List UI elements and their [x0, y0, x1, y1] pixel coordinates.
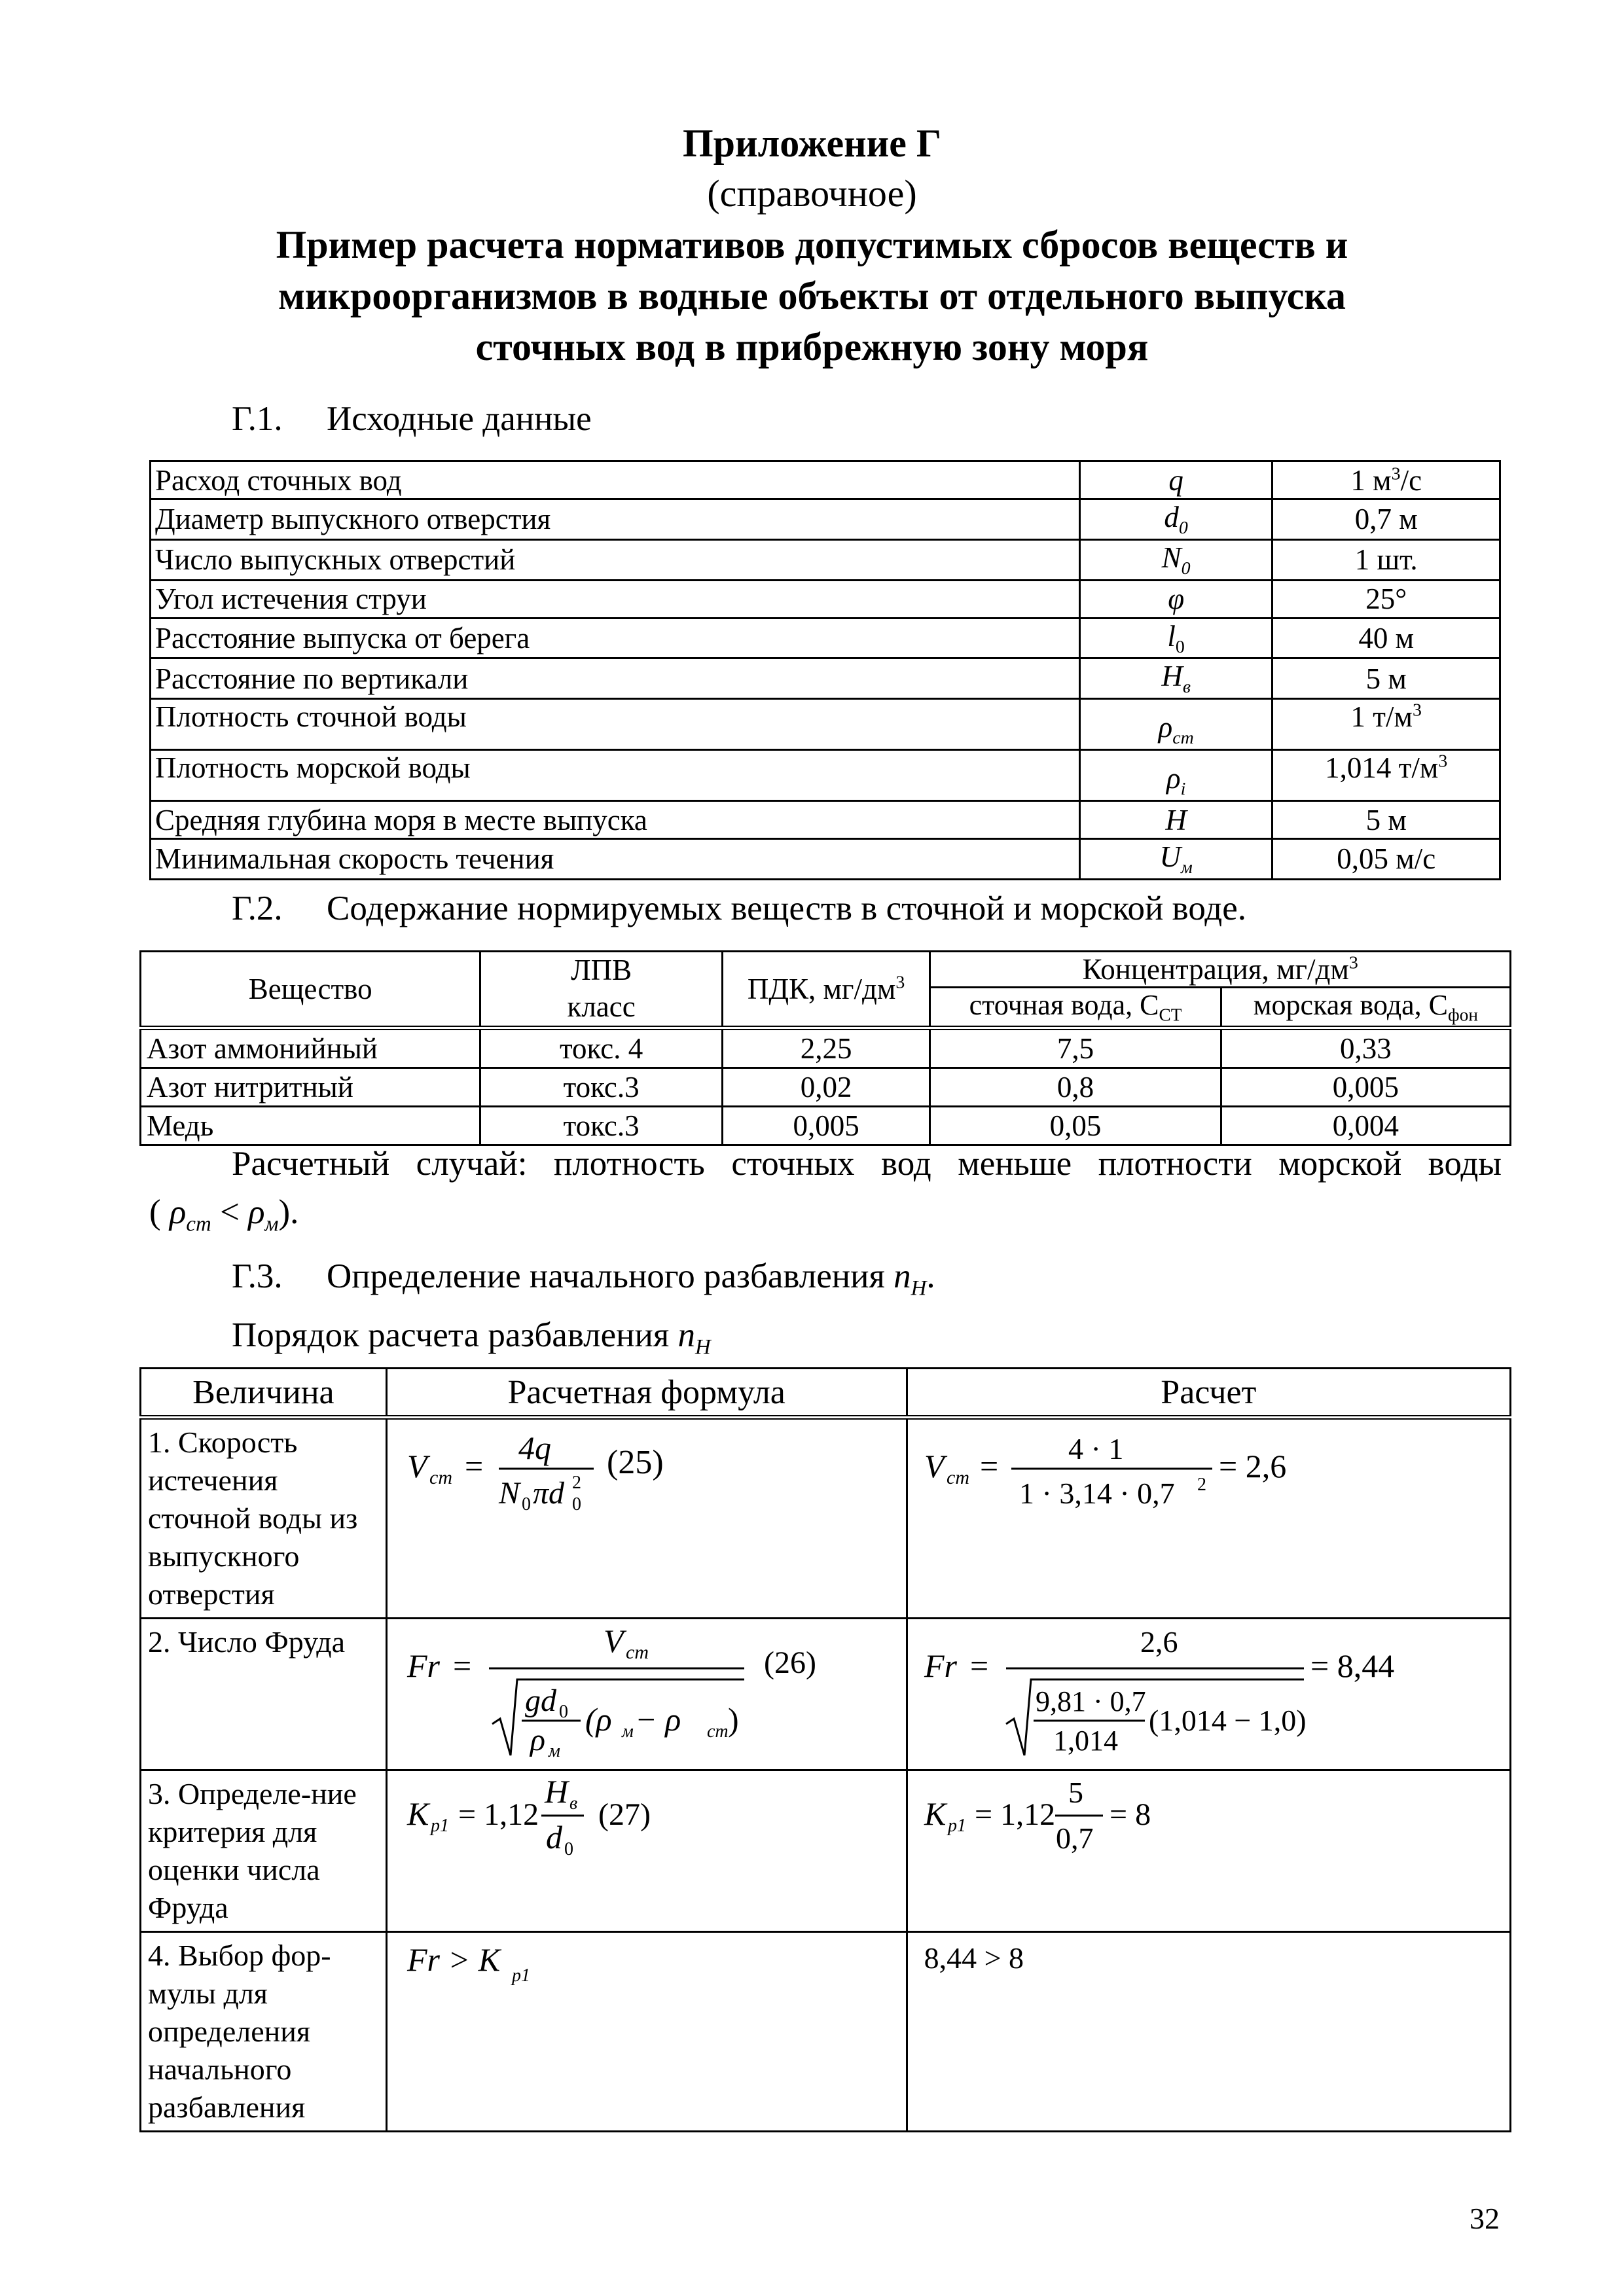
substance-cell: Медь: [141, 1106, 480, 1145]
param-name: Число выпускных отверстий: [151, 539, 1080, 580]
quantity-cell: 1. Скорость истечения сточной воды из выпускного отверстия: [141, 1418, 387, 1619]
den-sup: 2: [1197, 1475, 1206, 1495]
calc-27: [908, 1771, 1510, 1876]
case-paragraph: Расчетный случай: плотность сточных вод меньше плотности морской воды: [232, 1145, 1502, 1183]
param-symbol: φ: [1079, 580, 1272, 618]
den-sup: 2: [571, 1473, 581, 1493]
k-sub: p1: [511, 1965, 530, 1986]
section-3-number: Г.3.: [232, 1257, 283, 1295]
paren-expr: (1,014 − 1,0): [1148, 1704, 1307, 1737]
sea-sub: фон: [1448, 1005, 1478, 1025]
fr-gt-k: Fr > K: [406, 1941, 500, 1978]
appendix-note: (справочное): [707, 172, 917, 215]
table-row: [151, 839, 1500, 880]
result: = 8,44: [1310, 1647, 1394, 1684]
param-symbol: [1079, 461, 1272, 499]
rho-symbol: ρ: [169, 1193, 187, 1231]
formula-choice: [388, 1933, 905, 2005]
section-1-title: Исходные данные: [327, 400, 592, 438]
quantity-cell: 4. Выбор фор-мулы для определения начального разбавления: [141, 1932, 387, 2132]
num: 5: [1068, 1776, 1083, 1809]
value-sup: 3: [1412, 700, 1422, 721]
v-lhs: V: [406, 1448, 427, 1484]
calc-25: [908, 1420, 1510, 1518]
k-lhs: K: [924, 1795, 946, 1832]
conc-text: Концентрация, мг/дм: [1082, 953, 1349, 986]
n-sub: H: [695, 1335, 711, 1359]
n-var: n: [893, 1257, 911, 1295]
param-value: 1 шт.: [1272, 539, 1500, 580]
value-text: 1 м: [1350, 463, 1392, 497]
header-calc: Расчет: [907, 1369, 1510, 1418]
pdk-cell: 0,02: [722, 1067, 930, 1106]
section-1-number: Г.1.: [232, 400, 283, 438]
k-lhs-sub: p1: [430, 1816, 449, 1836]
sea-cell: 0,33: [1221, 1028, 1510, 1067]
den-sub: 0: [571, 1494, 581, 1515]
table-row: [141, 1106, 1511, 1145]
quantity-cell: 3. Определе-ние критерия для оценки числа Фруда: [141, 1770, 387, 1932]
quantity-cell: 2. Число Фруда: [141, 1619, 387, 1770]
equals: =: [464, 1448, 483, 1484]
equals: =: [969, 1647, 988, 1684]
pdk-text: ПДК, мг/дм: [747, 972, 896, 1005]
symbol-text: ρ: [1158, 711, 1173, 744]
value-tail: /с: [1400, 463, 1422, 497]
inner-den: ρ: [530, 1723, 545, 1757]
k-lhs: K: [406, 1795, 429, 1832]
table-row: [151, 580, 1500, 618]
coef: = 1,12: [458, 1797, 539, 1832]
paren-rho2-sub: cm: [706, 1721, 729, 1742]
section-3-heading: [232, 1257, 935, 1301]
header-pdk: [722, 952, 930, 1028]
symbol-sub: 0: [1178, 517, 1188, 538]
section-2-number: Г.2.: [232, 889, 283, 927]
section-2-heading: [232, 889, 1246, 928]
inner-num-sub: 0: [558, 1702, 568, 1722]
param-symbol: H: [1079, 801, 1272, 839]
symbol-sub: 0: [1181, 558, 1191, 579]
substance-cell: Азот нитритный: [141, 1067, 480, 1106]
equation-ref: (26): [763, 1645, 816, 1680]
rho-sub: м: [264, 1212, 279, 1236]
case-condition: [149, 1193, 298, 1237]
symbol-sub: i: [1180, 779, 1186, 799]
param-value: [1272, 750, 1500, 801]
result: = 8: [1109, 1797, 1151, 1832]
sea-cell: 0,004: [1221, 1106, 1510, 1145]
table-row: [151, 699, 1500, 750]
equation-ref: (27): [598, 1797, 651, 1832]
param-value: 25°: [1272, 580, 1500, 618]
title-line-3: сточных вод в прибрежную зону моря: [475, 325, 1149, 368]
rho-symbol: ρ: [248, 1193, 265, 1231]
sea-cell: 0,005: [1221, 1067, 1510, 1106]
formula-26: [388, 1619, 905, 1767]
header-waste-water: [930, 988, 1221, 1028]
formula-cell: [386, 1418, 907, 1619]
lpv-cell: токс.3: [480, 1106, 722, 1145]
param-symbol: [1079, 499, 1272, 540]
calc-cell: [907, 1418, 1510, 1619]
param-value: 0,05 м/с: [1272, 839, 1500, 880]
table-row: [151, 499, 1500, 540]
param-value: 5 м: [1272, 801, 1500, 839]
table-row: [141, 1770, 1511, 1932]
value-sup: 3: [1438, 751, 1448, 772]
n-sub: H: [911, 1276, 927, 1300]
result: = 2,6: [1218, 1448, 1286, 1484]
table-header-row: [141, 952, 1511, 988]
waste-text: сточная вода, С: [969, 989, 1159, 1021]
rho-sub: ст: [186, 1212, 211, 1236]
sea-text: морская вода, С: [1253, 989, 1449, 1021]
header-substance: Вещество: [141, 952, 480, 1028]
inner-num: gd: [524, 1683, 556, 1718]
inner-num: 9,81 · 0,7: [1035, 1685, 1146, 1717]
calc-cell: [907, 1619, 1510, 1770]
table-row: [151, 801, 1500, 839]
header-lpv: ЛПВ: [480, 952, 722, 988]
param-name: Плотность морской воды: [151, 750, 1080, 801]
den-n: N: [498, 1476, 520, 1511]
param-symbol: [1079, 839, 1272, 880]
source-data-table: [149, 460, 1501, 880]
subtitle-text: Порядок расчета разбавления: [232, 1316, 678, 1354]
num: 4q: [518, 1429, 551, 1466]
section-1-heading: [232, 399, 592, 439]
value-text: 1,014 т/м: [1325, 751, 1439, 784]
lpv-cell: токс. 4: [480, 1028, 722, 1067]
symbol-text: N: [1161, 541, 1182, 574]
substances-table: [139, 950, 1511, 1146]
num: 2,6: [1140, 1625, 1178, 1659]
param-name: Расход сточных вод: [151, 461, 1080, 499]
den-pid: πd: [532, 1476, 564, 1511]
symbol-text: l: [1167, 619, 1176, 653]
v-lhs-sub: cm: [429, 1467, 452, 1488]
k-lhs-sub: p1: [947, 1816, 966, 1836]
header-formula: Расчетная формула: [386, 1369, 907, 1418]
param-name: Расстояние выпуска от берега: [151, 618, 1080, 658]
inner-den-sub: м: [548, 1741, 560, 1761]
paren-rho2: − ρ: [634, 1701, 681, 1738]
table-header-row: [141, 1369, 1511, 1418]
pdk-sup: 3: [895, 972, 905, 993]
lpv-cell: токс.3: [480, 1067, 722, 1106]
title-end: .: [926, 1257, 935, 1295]
num-v-sub: cm: [625, 1641, 649, 1663]
param-value: 0,7 м: [1272, 499, 1500, 540]
fr-lhs: Fr: [406, 1647, 440, 1684]
header-class: класс: [480, 988, 722, 1028]
dilution-table: [139, 1367, 1511, 2132]
num: 4 · 1: [1068, 1432, 1123, 1465]
formula-cell: [386, 1932, 907, 2132]
header-concentration: [930, 952, 1511, 988]
value-text: 1 т/м: [1350, 700, 1413, 733]
symbol-sub: в: [1182, 677, 1191, 697]
symbol-sub: ст: [1172, 728, 1194, 748]
param-symbol: [1079, 658, 1272, 699]
symbol-text: ρ: [1166, 762, 1181, 795]
table-row: [151, 461, 1500, 499]
waste-cell: 0,8: [930, 1067, 1221, 1106]
title-line-2: микроорганизмов в водные объекты от отдельного выпуска: [278, 274, 1346, 317]
table-row: [151, 750, 1500, 801]
param-name: Угол истечения струи: [151, 580, 1080, 618]
param-value: [1272, 699, 1500, 750]
waste-cell: 0,05: [930, 1106, 1221, 1145]
table-row: [141, 1067, 1511, 1106]
table-row: [151, 658, 1500, 699]
value-sup: 3: [1391, 463, 1401, 484]
v-lhs-sub: cm: [946, 1467, 969, 1488]
table-row: [151, 539, 1500, 580]
symbol-sub: м: [1180, 857, 1193, 878]
formula-25: [388, 1420, 905, 1518]
table-row: [141, 1932, 1511, 2132]
param-name: Плотность сточной воды: [151, 699, 1080, 750]
param-name: Средняя глубина моря в месте выпуска: [151, 801, 1080, 839]
param-symbol: [1079, 539, 1272, 580]
param-name: Минимальная скорость течения: [151, 839, 1080, 880]
calc-cell: 8,44 > 8: [907, 1932, 1510, 2132]
table-row: [151, 618, 1500, 658]
fr-lhs: Fr: [924, 1647, 957, 1684]
header-sea-water: [1221, 988, 1510, 1028]
substance-cell: Азот аммонийный: [141, 1028, 480, 1067]
table-row: [141, 1418, 1511, 1619]
inner-den: 1,014: [1053, 1725, 1118, 1757]
param-symbol: [1079, 618, 1272, 658]
symbol-text: H: [1161, 660, 1183, 693]
paren-rho1: (ρ: [585, 1701, 612, 1738]
symbol-text: q: [1168, 463, 1183, 497]
section-2-title: Содержание нормируемых веществ в сточной и морской воде.: [327, 889, 1247, 927]
less-than: <: [219, 1193, 240, 1231]
n-var: n: [677, 1316, 695, 1354]
page-number: 32: [1470, 2202, 1500, 2235]
table-row: [141, 1619, 1511, 1770]
equals: =: [979, 1448, 998, 1484]
section-3-title: Определение начального разбавления: [327, 1257, 894, 1295]
equals: =: [452, 1647, 471, 1684]
den: 0,7: [1055, 1821, 1094, 1855]
section-3-subtitle: [232, 1316, 711, 1360]
den-d: d: [545, 1819, 562, 1856]
document-title: [0, 219, 1624, 372]
table-row: [141, 1028, 1511, 1067]
conc-sup: 3: [1348, 952, 1358, 973]
calc-26: [908, 1619, 1510, 1767]
symbol-sub: 0: [1175, 636, 1185, 657]
paren-rho1-sub: м: [621, 1721, 634, 1742]
symbol-text: d: [1164, 501, 1179, 533]
formula-cell: [386, 1770, 907, 1932]
pdk-cell: 0,005: [722, 1106, 930, 1145]
param-name: Диаметр выпускного отверстия: [151, 499, 1080, 540]
header-quantity: Величина: [141, 1369, 387, 1418]
param-name: Расстояние по вертикали: [151, 658, 1080, 699]
den-n-sub: 0: [521, 1494, 531, 1515]
num-h-sub: в: [569, 1793, 577, 1814]
waste-cell: 7,5: [930, 1028, 1221, 1067]
param-value: 40 м: [1272, 618, 1500, 658]
v-lhs: V: [924, 1448, 945, 1484]
num-v: V: [603, 1623, 624, 1659]
pdk-cell: 2,25: [722, 1028, 930, 1067]
title-line-1: Пример расчета нормативов допустимых сбросов веществ и: [276, 223, 1348, 266]
param-symbol: [1079, 750, 1272, 801]
den: 1 · 3,14 · 0,7: [1019, 1477, 1175, 1510]
den-d-sub: 0: [564, 1839, 573, 1859]
equation-ref: (25): [606, 1444, 664, 1481]
formula-27: [388, 1771, 905, 1876]
paren-close: ): [727, 1701, 739, 1738]
symbol-text: U: [1159, 840, 1181, 873]
formula-cell: [386, 1619, 907, 1770]
waste-sub: СТ: [1159, 1005, 1182, 1025]
appendix-title: Приложение Г: [682, 122, 942, 165]
num-h: H: [544, 1773, 568, 1810]
calc-cell: [907, 1770, 1510, 1932]
param-value: [1272, 461, 1500, 499]
param-value: 5 м: [1272, 658, 1500, 699]
paren-open: (: [149, 1193, 161, 1231]
param-symbol: [1079, 699, 1272, 750]
paren-close: ).: [278, 1193, 299, 1231]
coef: = 1,12: [974, 1797, 1055, 1832]
